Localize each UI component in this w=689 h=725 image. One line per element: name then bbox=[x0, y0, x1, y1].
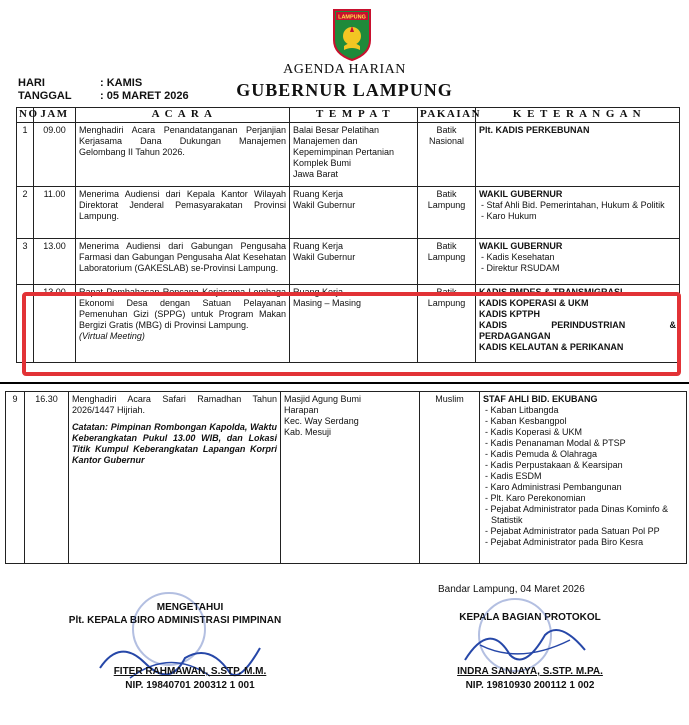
keterangan-head: KADIS PERINDUSTRIAN & bbox=[479, 320, 676, 330]
keterangan-head: KADIS PMDES & TRANSMIGRASI bbox=[479, 287, 623, 297]
tempat-line: Manajemen dan bbox=[293, 136, 358, 146]
row-jam: 11.00 bbox=[34, 187, 76, 239]
tempat-line: Masing – Masing bbox=[293, 298, 362, 308]
row-acara: Menerima Audiensi dari Kepala Kantor Wilayah Direktorat Jenderal Pemasyarakatan Provinsi Lampung. bbox=[76, 187, 290, 239]
row-keterangan bbox=[476, 239, 680, 285]
column-header-jam: JAM bbox=[34, 108, 76, 123]
tempat-line: Ruang Kerja bbox=[293, 189, 344, 199]
pakaian-line: Batik bbox=[436, 189, 457, 199]
keterangan-item: - Kadis Penanaman Modal & PTSP bbox=[485, 438, 626, 448]
row-pakaian bbox=[418, 123, 476, 187]
left-sig-caption2: Plt. KEPALA BIRO ADMINISTRASI PIMPINAN bbox=[68, 615, 282, 626]
agenda-subtitle: AGENDA HARIAN bbox=[283, 62, 406, 77]
row-acara: Menghadiri Acara Penandatanganan Perjanjian Kerjasama Dana Dukungan Manajemen Gelombang II Tahun 2026. bbox=[76, 123, 290, 187]
keterangan-head: WAKIL GUBERNUR bbox=[479, 241, 563, 251]
row-acara: Menerima Audiensi dari Gabungan Pengusaha Farmasi dan Gabungan Pengusaha Alat Kesehatan Laboratorium (GAKESLAB) se-Provinsi Lampung. bbox=[76, 239, 290, 285]
table-row bbox=[17, 187, 680, 239]
keterangan-head: Plt. KADIS PERKEBUNAN bbox=[479, 125, 590, 135]
row-pakaian bbox=[420, 392, 480, 564]
table-row bbox=[6, 392, 687, 564]
row-keterangan bbox=[476, 123, 680, 187]
left-sig-name: FITER RAHMAWAN, S.STP. M.M. bbox=[113, 666, 267, 677]
highlight-box bbox=[22, 292, 681, 376]
hari-label: HARI bbox=[18, 77, 45, 89]
tempat-line: Masjid Agung Bumi bbox=[284, 394, 362, 404]
keterangan-item: - Kadis Kesehatan bbox=[481, 252, 555, 262]
keterangan-item: - Direktur RSUDAM bbox=[481, 263, 560, 273]
pakaian-line: Muslim bbox=[435, 394, 464, 404]
keterangan-head: STAF AHLI BID. EKUBANG bbox=[483, 394, 598, 404]
row-jam: 16.30 bbox=[25, 392, 69, 564]
tempat-line: Wakil Gubernur bbox=[293, 252, 356, 262]
keterangan-item: - Karo Hukum bbox=[481, 211, 537, 221]
column-header-tempat: T E M P A T bbox=[290, 108, 418, 123]
keterangan-item: - Staf Ahli Bid. Pemerintahan, Hukum & Politik bbox=[481, 200, 665, 210]
tempat-line: Kab. Mesuji bbox=[284, 427, 332, 437]
agenda-table-continued bbox=[5, 391, 687, 564]
tempat-line: Ruang Kerja bbox=[293, 287, 344, 297]
table-header-row bbox=[17, 108, 680, 123]
keterangan-head: KADIS KELAUTAN & PERIKANAN bbox=[479, 342, 624, 352]
row-jam: 09.00 bbox=[34, 123, 76, 187]
keterangan-head: PERDAGANGAN bbox=[479, 331, 551, 341]
left-signature-icon bbox=[90, 628, 270, 688]
tempat-line: Kec. Way Serdang bbox=[284, 416, 359, 426]
pakaian-line: Lampung bbox=[427, 252, 466, 262]
pakaian-line: Lampung bbox=[427, 298, 466, 308]
tempat-line: Wakil Gubernur bbox=[293, 200, 356, 210]
tempat-line: Kepemimpinan Pertanian bbox=[293, 147, 395, 157]
place-date: Bandar Lampung, 04 Maret 2026 bbox=[438, 584, 585, 595]
row-tempat bbox=[290, 239, 418, 285]
column-header-acara: A C A R A bbox=[76, 108, 290, 123]
keterangan-item: - Pejabat Administrator pada Biro Kesra bbox=[485, 537, 644, 547]
keterangan-item: - Karo Administrasi Pembangunan bbox=[485, 482, 622, 492]
row-tempat bbox=[290, 123, 418, 187]
row-pakaian bbox=[418, 239, 476, 285]
tempat-line: Ruang Kerja bbox=[293, 241, 344, 251]
row-keterangan bbox=[476, 187, 680, 239]
left-sig-nip: NIP. 19840701 200312 1 001 bbox=[125, 680, 255, 691]
lampung-emblem-logo bbox=[330, 6, 374, 62]
pakaian-line: Nasional bbox=[428, 136, 465, 146]
pakaian-line: Batik bbox=[436, 287, 457, 297]
keterangan-head: KADIS KOPERASI & UKM bbox=[479, 298, 589, 308]
row-acara bbox=[69, 392, 281, 564]
right-sig-name: INDRA SANJAYA, S.STP. M.PA. bbox=[457, 666, 603, 677]
keterangan-head: WAKIL GUBERNUR bbox=[479, 189, 563, 199]
keterangan-item: - Kaban Kesbangpol bbox=[485, 416, 567, 426]
section-divider bbox=[0, 382, 689, 384]
tanggal-value: : 05 MARET 2026 bbox=[100, 90, 189, 102]
hari-value: : KAMIS bbox=[100, 77, 143, 89]
right-sig-caption1: KEPALA BAGIAN PROTOKOL bbox=[459, 612, 601, 623]
row-jam: 13.00 bbox=[34, 239, 76, 285]
left-sig-caption1: MENGETAHUI bbox=[156, 602, 224, 613]
keterangan-item: - Kadis Koperasi & UKM bbox=[485, 427, 583, 437]
agenda-title: GUBERNUR LAMPUNG bbox=[236, 80, 453, 100]
table-row bbox=[17, 123, 680, 187]
keterangan-item: - Pejabat Administrator pada Dinas Kominfo & Statistik bbox=[485, 504, 669, 525]
keterangan-item: - Plt. Karo Perekonomian bbox=[485, 493, 586, 503]
tempat-line: Balai Besar Pelatihan bbox=[293, 125, 380, 135]
row-tempat bbox=[290, 187, 418, 239]
keterangan-item: - Kadis Perpustakaan & Kearsipan bbox=[485, 460, 623, 470]
column-header-pakaian: PAKAIAN bbox=[418, 108, 476, 123]
acara-note: (Virtual Meeting) bbox=[79, 331, 145, 341]
column-header-no: NO bbox=[17, 108, 34, 123]
row-jam: 13.00 bbox=[34, 285, 76, 363]
pakaian-line: Batik bbox=[436, 125, 457, 135]
keterangan-item: - Kadis Pemuda & Olahraga bbox=[485, 449, 598, 459]
tempat-line: Komplek Bumi bbox=[293, 158, 352, 168]
row-tempat bbox=[281, 392, 420, 564]
tanggal-label: TANGGAL bbox=[18, 90, 72, 102]
acara-text: Rapat Pembahasan Rencana Kerjasama Lembaga Ekonomi Desa dengan Satuan Pelayanan Pemenuhan Gizi (SPPG) untuk Program Makan Bergizi Gratis (MBG) di Provinsi Lampung. bbox=[79, 287, 286, 330]
row-keterangan bbox=[480, 392, 687, 564]
keterangan-item: - Pejabat Administrator pada Satuan Pol PP bbox=[485, 526, 660, 536]
table-row bbox=[17, 239, 680, 285]
keterangan-head: KADIS KPTPH bbox=[479, 309, 541, 319]
pakaian-line: Lampung bbox=[427, 200, 466, 210]
tempat-line: Harapan bbox=[284, 405, 319, 415]
row-no: 3 bbox=[17, 239, 34, 285]
row-no: 9 bbox=[6, 392, 25, 564]
keterangan-item: - Kadis ESDM bbox=[485, 471, 542, 481]
logo-text: LAMPUNG bbox=[338, 14, 366, 21]
row-pakaian bbox=[418, 187, 476, 239]
keterangan-item: - Kaban Litbangda bbox=[485, 405, 559, 415]
tempat-line: Jawa Barat bbox=[293, 169, 339, 179]
right-sig-nip: NIP. 19810930 200112 1 002 bbox=[465, 680, 595, 691]
acara-catatan: Catatan: Pimpinan Rombongan Kapolda, Waktu Keberangkatan Pukul 13.00 WIB, dan Lokasi Titik Kumpul Keberangkatan Lapangan Korpri Kantor Gubernur bbox=[72, 422, 277, 465]
pakaian-line: Batik bbox=[436, 241, 457, 251]
row-no: 1 bbox=[17, 123, 34, 187]
acara-text: Menghadiri Acara Safari Ramadhan Tahun 2026/1447 Hijriah. bbox=[72, 394, 277, 415]
column-header-keterangan: K E T E R A N G A N bbox=[476, 108, 680, 123]
row-no: 2 bbox=[17, 187, 34, 239]
